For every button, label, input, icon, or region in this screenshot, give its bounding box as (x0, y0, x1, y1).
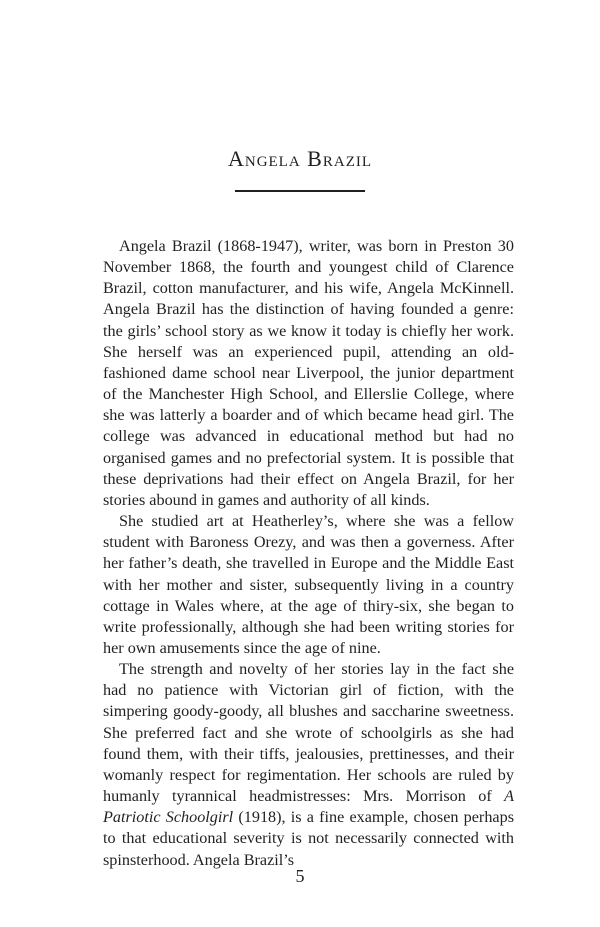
body-text (103, 236, 514, 871)
chapter-title: Angela Brazil (227, 146, 373, 171)
paragraph-3 (103, 659, 514, 871)
paragraph-3-text-a: The strength and novelty of her stories lay in the fact she had no patience with Victorian girl of fiction, with the simpering goody-goody, all blushes and saccharine sweetness. She preferred fact and she wrote of schoolgirls as she had found them, with their tiffs, jealousies, prettinesses, and their womanly respect for regimentation. Her schools are ruled by humanly tyrannical headmistresses: Mrs. Morrison of (103, 660, 514, 806)
paragraph-2-text: She studied art at Heatherley’s, where she was a fellow student with Baroness Orezy, and was then a governess. After her father’s death, she travelled in Europe and the Middle East with her mother and sister, subsequently living in a country cottage in Wales where, at the age of thiry-six, she began to write professionally, although she had been writing stories for her own amusements since the age of nine. (103, 512, 514, 657)
paragraph-2 (103, 511, 514, 659)
paragraph-1 (103, 236, 514, 511)
page-number: 5 (295, 866, 305, 886)
paragraph-3-text-b: (1918), is a fine example, chosen perhaps to that educational severity is not necessarily connected with spinsterhood. Angela Brazil’s (103, 808, 514, 869)
title-rule (235, 190, 365, 192)
paragraph-1-text: Angela Brazil (1868-1947), writer, was born in Preston 30 November 1868, the fourth and youngest child of Clarence Brazil, cotton manufacturer, and his wife, Angela McKinnell. Angela Brazil has the distinction of having founded a genre: the girls’ school story as we know it today is chiefly her work. She herself was an experienced pupil, attending an old-fashioned dame school near Liverpool, the junior department of the Manchester High School, and Ellerslie College, where she was latterly a boarder and of which became head girl. The college was advanced in educational method but had no organised games and no prefectorial system. It is possible that these deprivations had their effect on Angela Brazil, for her stories abound in games and authority of all kinds. (103, 237, 514, 509)
book-title: A Patriotic Schoolgirl (103, 787, 514, 827)
